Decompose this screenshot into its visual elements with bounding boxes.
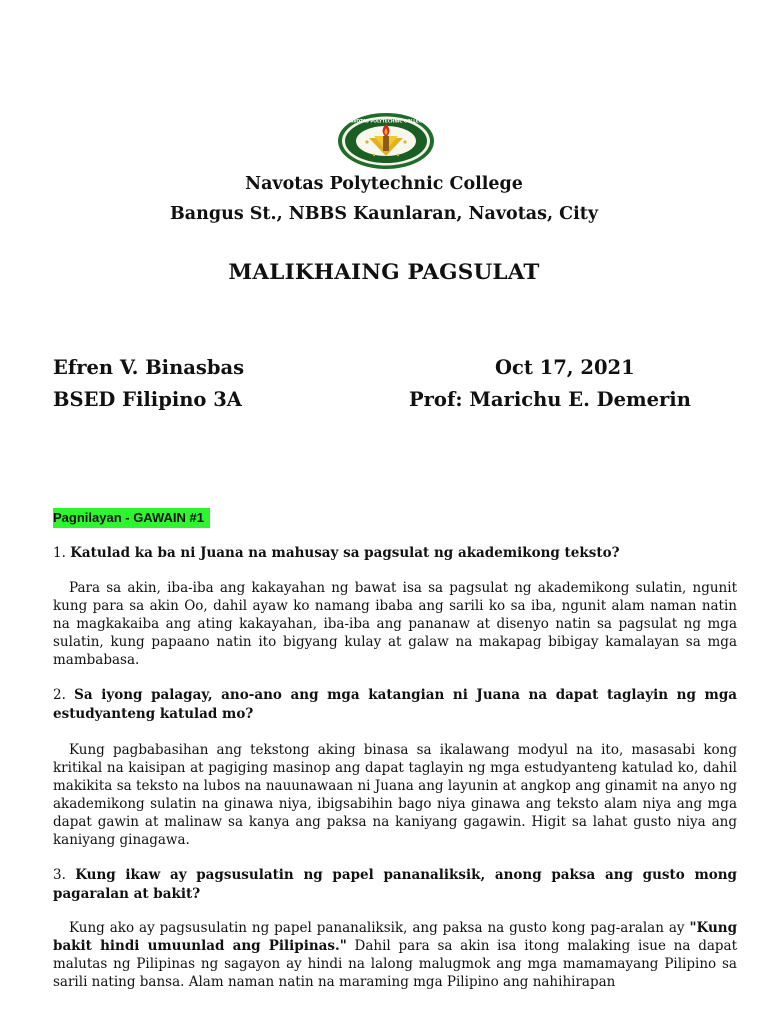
logo-text: NAVOTAS POLYTECHNIC COLLEGE <box>346 118 426 124</box>
college-logo <box>337 112 435 170</box>
answer-rest: Dahil para sa akin isa itong malaking isue na dapat malutas ng Pilipinas ng sagayon ay hindi na lalong malugmok ang mga mamamayang Pilipino sa sarili nating bansa. Alam naman natin na maraming mga Pilipino ang nahihirapan <box>53 938 737 990</box>
answer-3 <box>53 919 737 991</box>
question-number: 3. <box>53 867 66 883</box>
answer-1: Para sa akin, iba-iba ang kakayahan ng bawat isa sa pagsulat ng akademikong sulatin, ngunit kung para sa akin Oo, dahil ayaw ko namang ibaba ang sarili ko sa iba, ngunit alam naman natin na magkakaiba ang ating kakayahan, iba-iba ang pananaw at disenyo natin sa pagsulat ng mga sulatin, kung papaano natin ito bigyang kulay at galaw na makapag bibigay kamalayan sa mga mambabasa. <box>53 580 737 668</box>
question-2 <box>53 686 737 724</box>
answer-2: Kung pagbabasihan ang tekstong aking binasa sa ikalawang modyul na ito, masasabi kong kritikal na kaisipan at pagiging masinop ang dapat taglayin ng mga estudyanteng katulad ko, dahil makikita sa teksto na lubos na nauunawaan ni Juana ang layunin at angkop ang ginamit na anyo ng akademikong sulatin na ginawa niya, ibigsabihin bago niya ginawa ang teksto alam niya ang mga dapat gawin at malinaw sa kanya ang paksa na kaniyang gagawin. Higit sa lahat gusto niya ang kaniyang ginagawa. <box>53 742 737 848</box>
college-name: Navotas Polytechnic College <box>245 174 523 194</box>
question-number: 2. <box>53 687 66 703</box>
question-text: Katulad ka ba ni Juana na mahusay sa pagsulat ng akademikong teksto? <box>70 545 620 561</box>
question-1 <box>53 544 737 563</box>
answer-emphasis: "Kung bakit hindi umuunlad ang Pilipinas." <box>53 920 738 954</box>
question-text: Kung ikaw ay pagsusulatin ng papel pananaliksik, anong paksa ang gusto mong pagaralan at bakit? <box>53 867 737 902</box>
question-text: Sa iyong palagay, ano-ano ang mga katangian ni Juana na dapat taglayin ng mga estudyanteng katulad mo? <box>53 687 738 722</box>
course-section: BSED Filipino 3A <box>53 388 242 411</box>
answer-intro: Kung ako ay pagsusulatin ng papel pananaliksik, ang paksa na gusto kong pag-aralan ay <box>69 920 685 936</box>
section-label: Pagnilayan - GAWAIN #1 <box>53 508 210 528</box>
question-3 <box>53 866 737 904</box>
student-name: Efren V. Binasbas <box>53 356 245 379</box>
submission-date: Oct 17, 2021 <box>495 356 635 379</box>
college-address: Bangus St., NBBS Kaunlaran, Navotas, City <box>170 204 598 224</box>
professor-name: Prof: Marichu E. Demerin <box>409 388 691 411</box>
question-number: 1. <box>53 545 66 561</box>
document-title: MALIKHAING PAGSULAT <box>228 260 540 285</box>
